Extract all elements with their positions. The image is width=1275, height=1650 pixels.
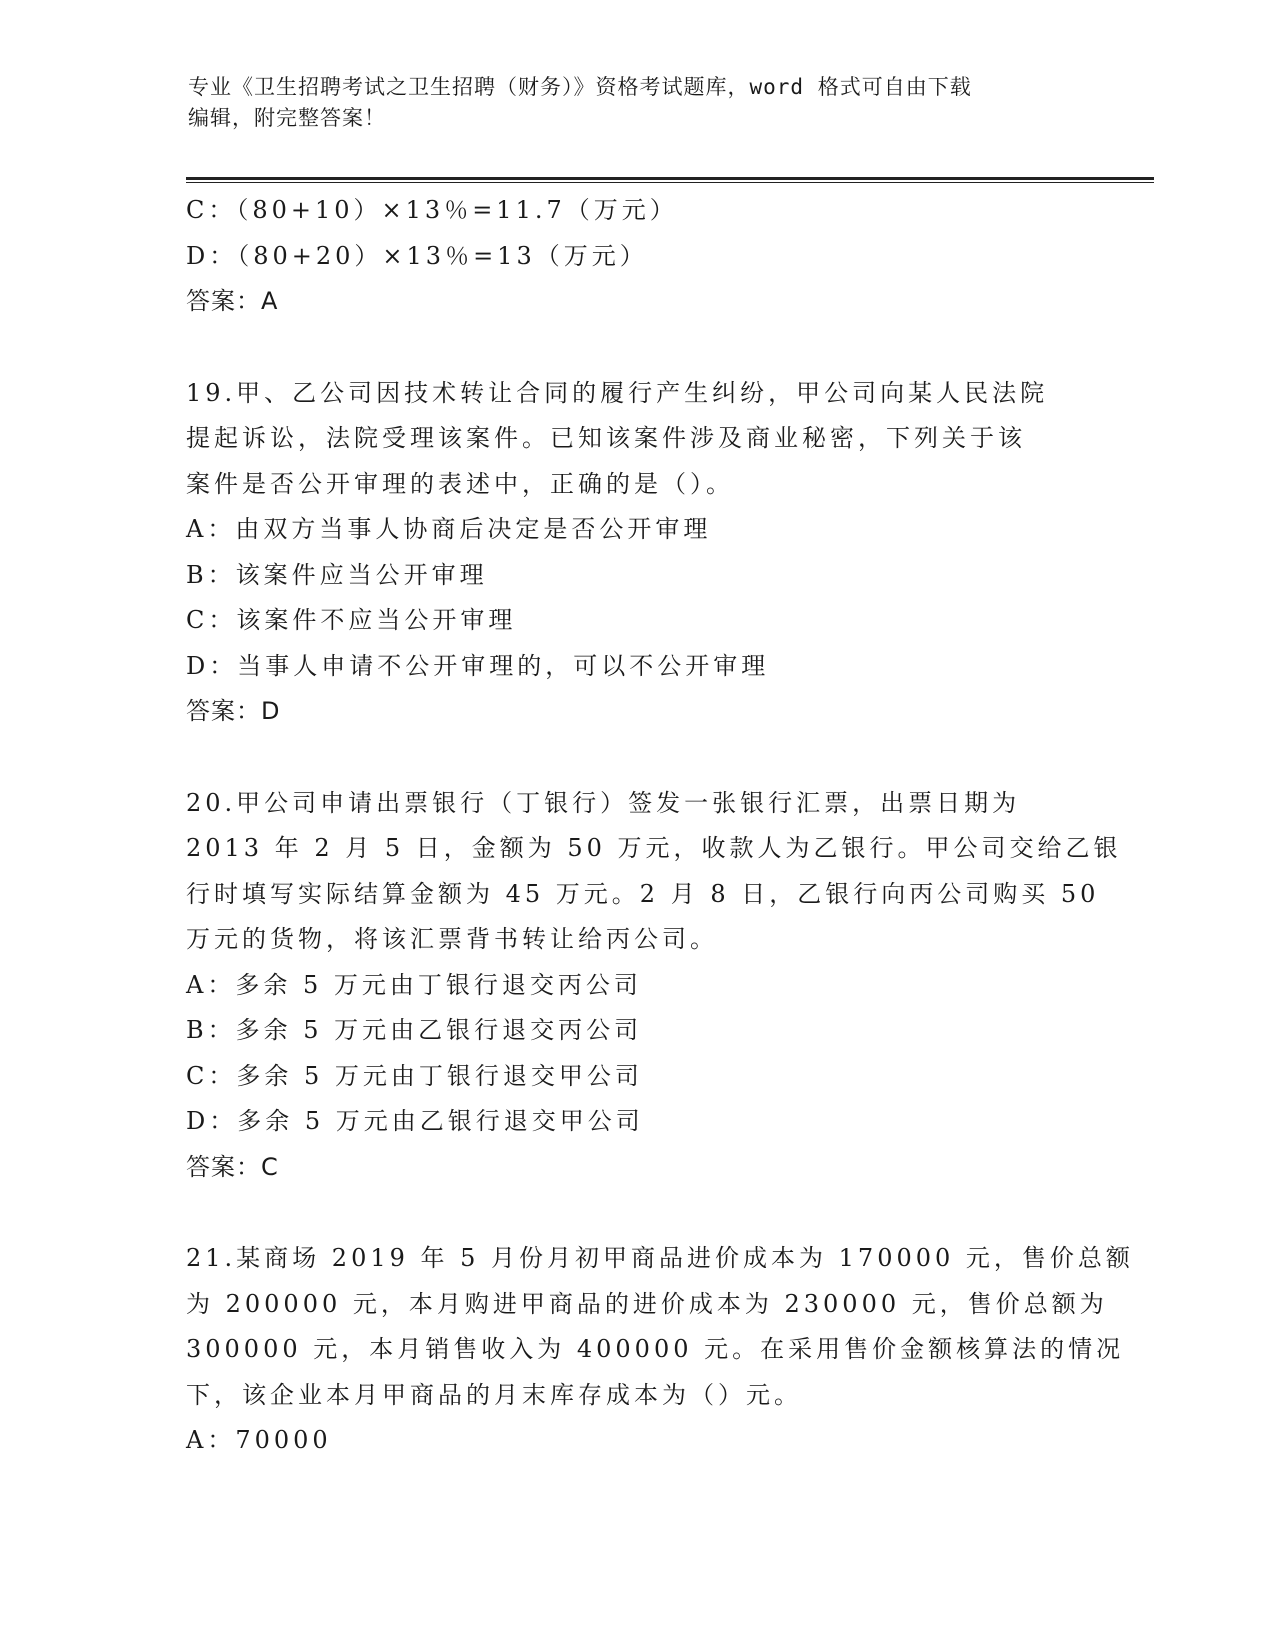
option-d: D：多余 5 万元由乙银行退交甲公司 (186, 1107, 644, 1135)
question-stem-line: 20.甲公司申请出票银行（丁银行）签发一张银行汇票，出票日期为 (186, 788, 1021, 817)
previous-question-tail (186, 188, 1086, 325)
answer-line: 答案：A (186, 287, 279, 315)
question-stem-line: 为 200000 元，本月购进甲商品的进价成本为 230000 元，售价总额为 (186, 1289, 1108, 1318)
option-b: B：该案件应当公开审理 (186, 560, 488, 589)
question-stem-line: 提起诉讼，法院受理该案件。已知该案件涉及商业秘密，下列关于该 (186, 424, 1026, 452)
option-b: B：多余 5 万元由乙银行退交丙公司 (186, 1016, 643, 1044)
question-19 (186, 371, 1086, 735)
option-d: D：（80+20）×13％=13（万元） (186, 241, 648, 270)
spacer (186, 1190, 1086, 1236)
option-a: A：由双方当事人协商后决定是否公开审理 (186, 515, 712, 543)
document-header (188, 72, 1068, 134)
question-stem-line: 案件是否公开审理的表述中，正确的是（）。 (186, 469, 734, 498)
question-21 (186, 1236, 1134, 1464)
question-stem-line: 万元的货物，将该汇票背书转让给丙公司。 (186, 925, 718, 953)
answer-line: 答案：D (186, 697, 281, 725)
header-line-2: 编辑，附完整答案！ (188, 106, 386, 130)
option-a: A：多余 5 万元由丁银行退交丙公司 (186, 970, 642, 999)
option-c: C：（80+10）×13％=11.7（万元） (186, 196, 678, 224)
question-stem-line: 行时填写实际结算金额为 45 万元。2 月 8 日，乙银行向丙公司购买 50 (186, 879, 1100, 908)
question-stem-line: 21.某商场 2019 年 5 月份月初甲商品进价成本为 170000 元，售价总额 (186, 1244, 1134, 1272)
question-stem-line: 2013 年 2 月 5 日，金额为 50 万元，收款人为乙银行。甲公司交给乙银 (186, 834, 1122, 862)
answer-line: 答案：C (186, 1152, 279, 1181)
question-content (186, 188, 1134, 1464)
question-stem-line: 19.甲、乙公司因技术转让合同的履行产生纠纷，甲公司向某人民法院 (186, 378, 1049, 407)
spacer (186, 325, 1086, 371)
header-line-1: 专业《卫生招聘考试之卫生招聘（财务）》资格考试题库，word 格式可自由下载 (188, 75, 972, 99)
question-20 (186, 781, 1122, 1191)
option-d: D：当事人申请不公开审理的，可以不公开审理 (186, 651, 770, 680)
question-stem-line: 300000 元，本月销售收入为 400000 元。在采用售价金额核算法的情况 (186, 1335, 1125, 1363)
option-c: C：该案件不应当公开审理 (186, 606, 517, 634)
header-divider-thick (186, 177, 1154, 180)
option-a: A：70000 (186, 1426, 332, 1454)
header-divider-thin (186, 182, 1154, 183)
spacer (186, 735, 1086, 781)
question-stem-line: 下，该企业本月甲商品的月末库存成本为（）元。 (186, 1380, 802, 1409)
option-c: C：多余 5 万元由丁银行退交甲公司 (186, 1061, 643, 1090)
